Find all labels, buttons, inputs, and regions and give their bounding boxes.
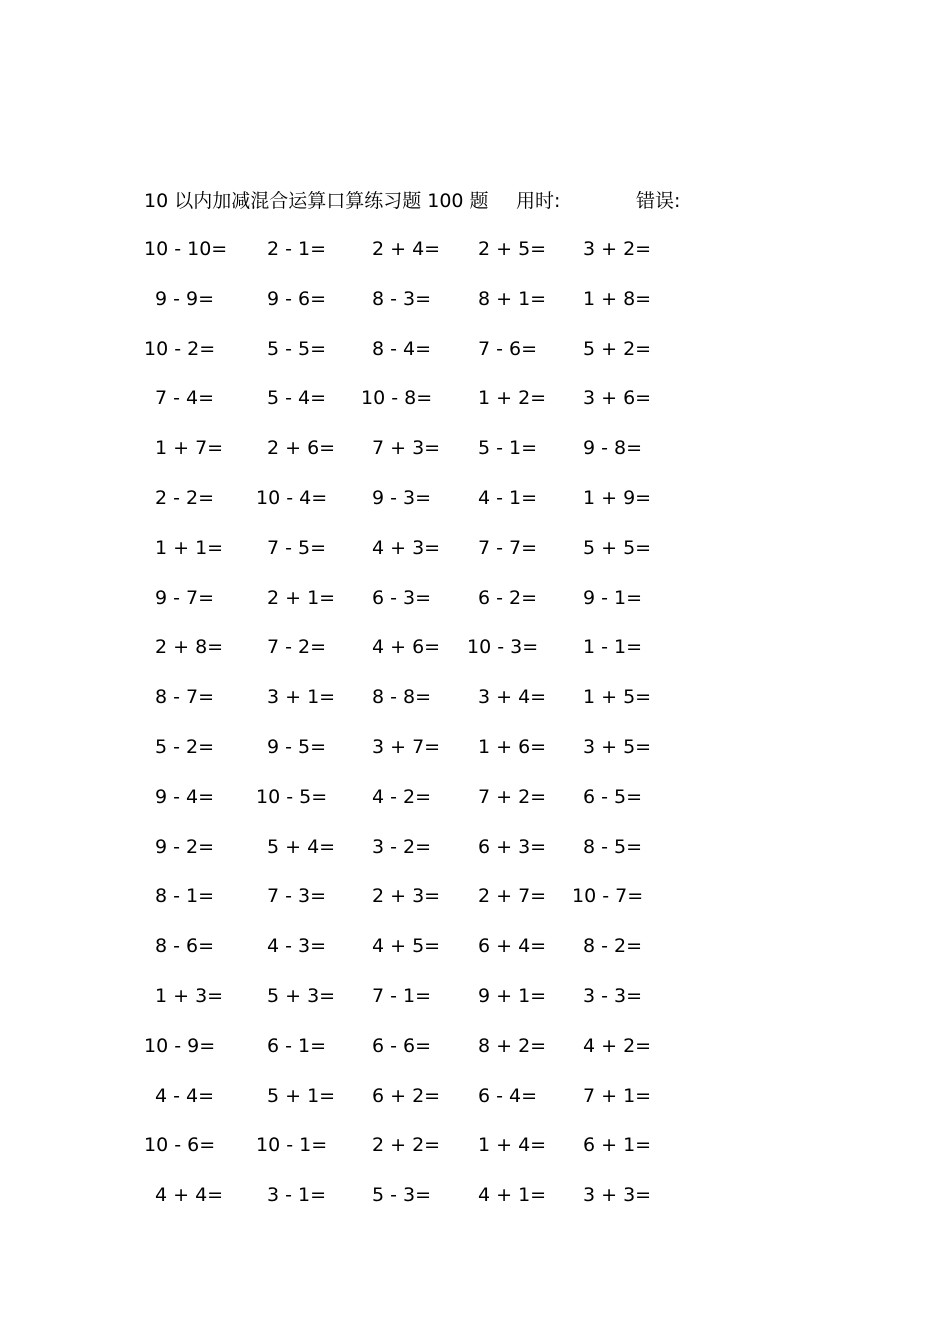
problem-item: 10 - 10= bbox=[144, 238, 228, 260]
problem-row bbox=[0, 632, 950, 682]
problem-item: 4 - 2= bbox=[372, 785, 432, 808]
problem-row bbox=[0, 981, 950, 1031]
problem-item: 3 + 4= bbox=[478, 686, 547, 709]
problem-item: 1 - 1= bbox=[583, 636, 643, 659]
problem-item: 4 - 3= bbox=[267, 935, 327, 958]
problem-item: 10 - 6= bbox=[144, 1134, 216, 1157]
problem-row bbox=[0, 1130, 950, 1180]
problem-item: 2 + 2= bbox=[372, 1134, 441, 1157]
problem-item: 9 - 4= bbox=[155, 785, 215, 808]
problem-item: 2 + 1= bbox=[267, 586, 336, 609]
problem-item: 4 + 5= bbox=[372, 935, 441, 958]
problem-item: 2 - 2= bbox=[155, 486, 215, 509]
worksheet-header bbox=[0, 186, 950, 216]
problem-item: 3 + 5= bbox=[583, 735, 652, 758]
problem-item: 9 - 5= bbox=[267, 735, 327, 758]
problem-item: 7 - 6= bbox=[478, 337, 538, 360]
problem-row bbox=[0, 533, 950, 583]
problem-item: 3 - 2= bbox=[372, 835, 432, 858]
problem-item: 2 + 6= bbox=[267, 437, 336, 460]
problem-item: 9 - 7= bbox=[155, 586, 215, 609]
problem-item: 2 + 7= bbox=[478, 885, 547, 908]
problem-item: 3 - 1= bbox=[267, 1184, 327, 1207]
problem-item: 4 - 1= bbox=[478, 486, 538, 509]
problem-item: 1 + 9= bbox=[583, 486, 652, 509]
problem-row bbox=[0, 483, 950, 533]
problem-item: 3 - 3= bbox=[583, 984, 643, 1007]
problem-item: 4 + 2= bbox=[583, 1034, 652, 1057]
problem-item: 6 - 2= bbox=[478, 586, 538, 609]
problem-item: 1 + 5= bbox=[583, 686, 652, 709]
problem-row bbox=[0, 881, 950, 931]
problem-item: 10 - 7= bbox=[572, 885, 644, 908]
time-label: 用时: bbox=[516, 190, 561, 212]
problem-item: 2 + 5= bbox=[478, 238, 547, 260]
problem-row bbox=[0, 383, 950, 433]
problem-item: 5 - 1= bbox=[478, 437, 538, 460]
problem-item: 6 + 2= bbox=[372, 1084, 441, 1107]
problem-item: 6 + 4= bbox=[478, 935, 547, 958]
problem-item: 6 + 3= bbox=[478, 835, 547, 858]
problem-item: 6 - 5= bbox=[583, 785, 643, 808]
problem-item: 1 + 8= bbox=[583, 287, 652, 310]
problem-item: 4 + 3= bbox=[372, 536, 441, 559]
problem-item: 2 + 8= bbox=[155, 636, 224, 659]
problem-item: 6 - 1= bbox=[267, 1034, 327, 1057]
problem-item: 9 + 1= bbox=[478, 984, 547, 1007]
problem-item: 5 + 3= bbox=[267, 984, 336, 1007]
problem-item: 1 + 7= bbox=[155, 437, 224, 460]
problem-item: 3 + 2= bbox=[583, 238, 652, 260]
problem-item: 7 + 1= bbox=[583, 1084, 652, 1107]
problem-item: 5 - 5= bbox=[267, 337, 327, 360]
problem-item: 2 + 3= bbox=[372, 885, 441, 908]
problem-item: 10 - 8= bbox=[361, 387, 433, 410]
problem-item: 7 + 2= bbox=[478, 785, 547, 808]
problem-row bbox=[0, 682, 950, 732]
problem-item: 10 - 1= bbox=[256, 1134, 328, 1157]
problem-item: 7 + 3= bbox=[372, 437, 441, 460]
problem-item: 8 - 6= bbox=[155, 935, 215, 958]
problem-item: 3 + 1= bbox=[267, 686, 336, 709]
problem-item: 1 + 1= bbox=[155, 536, 224, 559]
problem-item: 8 - 3= bbox=[372, 287, 432, 310]
problem-item: 3 + 3= bbox=[583, 1184, 652, 1207]
problem-row bbox=[0, 583, 950, 633]
problem-item: 9 - 1= bbox=[583, 586, 643, 609]
problem-item: 3 + 7= bbox=[372, 735, 441, 758]
problem-item: 5 + 2= bbox=[583, 337, 652, 360]
problem-item: 10 - 2= bbox=[144, 337, 216, 360]
problem-row bbox=[0, 1081, 950, 1131]
problem-item: 7 - 2= bbox=[267, 636, 327, 659]
errors-label: 错误: bbox=[636, 190, 681, 212]
problem-item: 7 - 7= bbox=[478, 536, 538, 559]
problem-item: 9 - 8= bbox=[583, 437, 643, 460]
problem-item: 3 + 6= bbox=[583, 387, 652, 410]
problem-row bbox=[0, 931, 950, 981]
problem-item: 7 - 1= bbox=[372, 984, 432, 1007]
problem-item: 2 + 4= bbox=[372, 238, 441, 260]
problem-row bbox=[0, 832, 950, 882]
problem-row bbox=[0, 782, 950, 832]
problem-item: 8 - 2= bbox=[583, 935, 643, 958]
problem-row bbox=[0, 1031, 950, 1081]
problem-item: 2 - 1= bbox=[267, 238, 327, 260]
problem-item: 1 + 2= bbox=[478, 387, 547, 410]
problem-grid bbox=[0, 234, 950, 1230]
problem-row bbox=[0, 433, 950, 483]
problem-item: 5 - 2= bbox=[155, 735, 215, 758]
problem-item: 6 + 1= bbox=[583, 1134, 652, 1157]
problem-item: 8 - 1= bbox=[155, 885, 215, 908]
problem-item: 10 - 3= bbox=[467, 636, 539, 659]
problem-item: 8 - 7= bbox=[155, 686, 215, 709]
problem-item: 10 - 5= bbox=[256, 785, 328, 808]
problem-item: 4 + 6= bbox=[372, 636, 441, 659]
problem-item: 4 + 4= bbox=[155, 1184, 224, 1207]
problem-item: 5 + 4= bbox=[267, 835, 336, 858]
problem-item: 9 - 6= bbox=[267, 287, 327, 310]
problem-row bbox=[0, 1180, 950, 1230]
worksheet-title: 10 以内加减混合运算口算练习题 100 题 bbox=[144, 190, 489, 212]
problem-item: 1 + 4= bbox=[478, 1134, 547, 1157]
problem-item: 10 - 9= bbox=[144, 1034, 216, 1057]
problem-item: 9 - 3= bbox=[372, 486, 432, 509]
problem-item: 5 - 3= bbox=[372, 1184, 432, 1207]
problem-item: 1 + 3= bbox=[155, 984, 224, 1007]
problem-item: 4 - 4= bbox=[155, 1084, 215, 1107]
problem-row bbox=[0, 234, 950, 284]
problem-item: 5 + 5= bbox=[583, 536, 652, 559]
problem-item: 8 - 5= bbox=[583, 835, 643, 858]
problem-item: 7 - 5= bbox=[267, 536, 327, 559]
problem-item: 8 - 4= bbox=[372, 337, 432, 360]
problem-item: 4 + 1= bbox=[478, 1184, 547, 1207]
problem-row bbox=[0, 334, 950, 384]
problem-item: 5 - 4= bbox=[267, 387, 327, 410]
problem-item: 6 - 6= bbox=[372, 1034, 432, 1057]
problem-item: 6 - 4= bbox=[478, 1084, 538, 1107]
problem-item: 6 - 3= bbox=[372, 586, 432, 609]
problem-item: 1 + 6= bbox=[478, 735, 547, 758]
problem-item: 7 - 3= bbox=[267, 885, 327, 908]
problem-item: 9 - 9= bbox=[155, 287, 215, 310]
problem-item: 8 - 8= bbox=[372, 686, 432, 709]
problem-item: 8 + 1= bbox=[478, 287, 547, 310]
problem-item: 5 + 1= bbox=[267, 1084, 336, 1107]
problem-item: 10 - 4= bbox=[256, 486, 328, 509]
problem-item: 9 - 2= bbox=[155, 835, 215, 858]
problem-item: 8 + 2= bbox=[478, 1034, 547, 1057]
problem-row bbox=[0, 732, 950, 782]
problem-row bbox=[0, 284, 950, 334]
problem-item: 7 - 4= bbox=[155, 387, 215, 410]
